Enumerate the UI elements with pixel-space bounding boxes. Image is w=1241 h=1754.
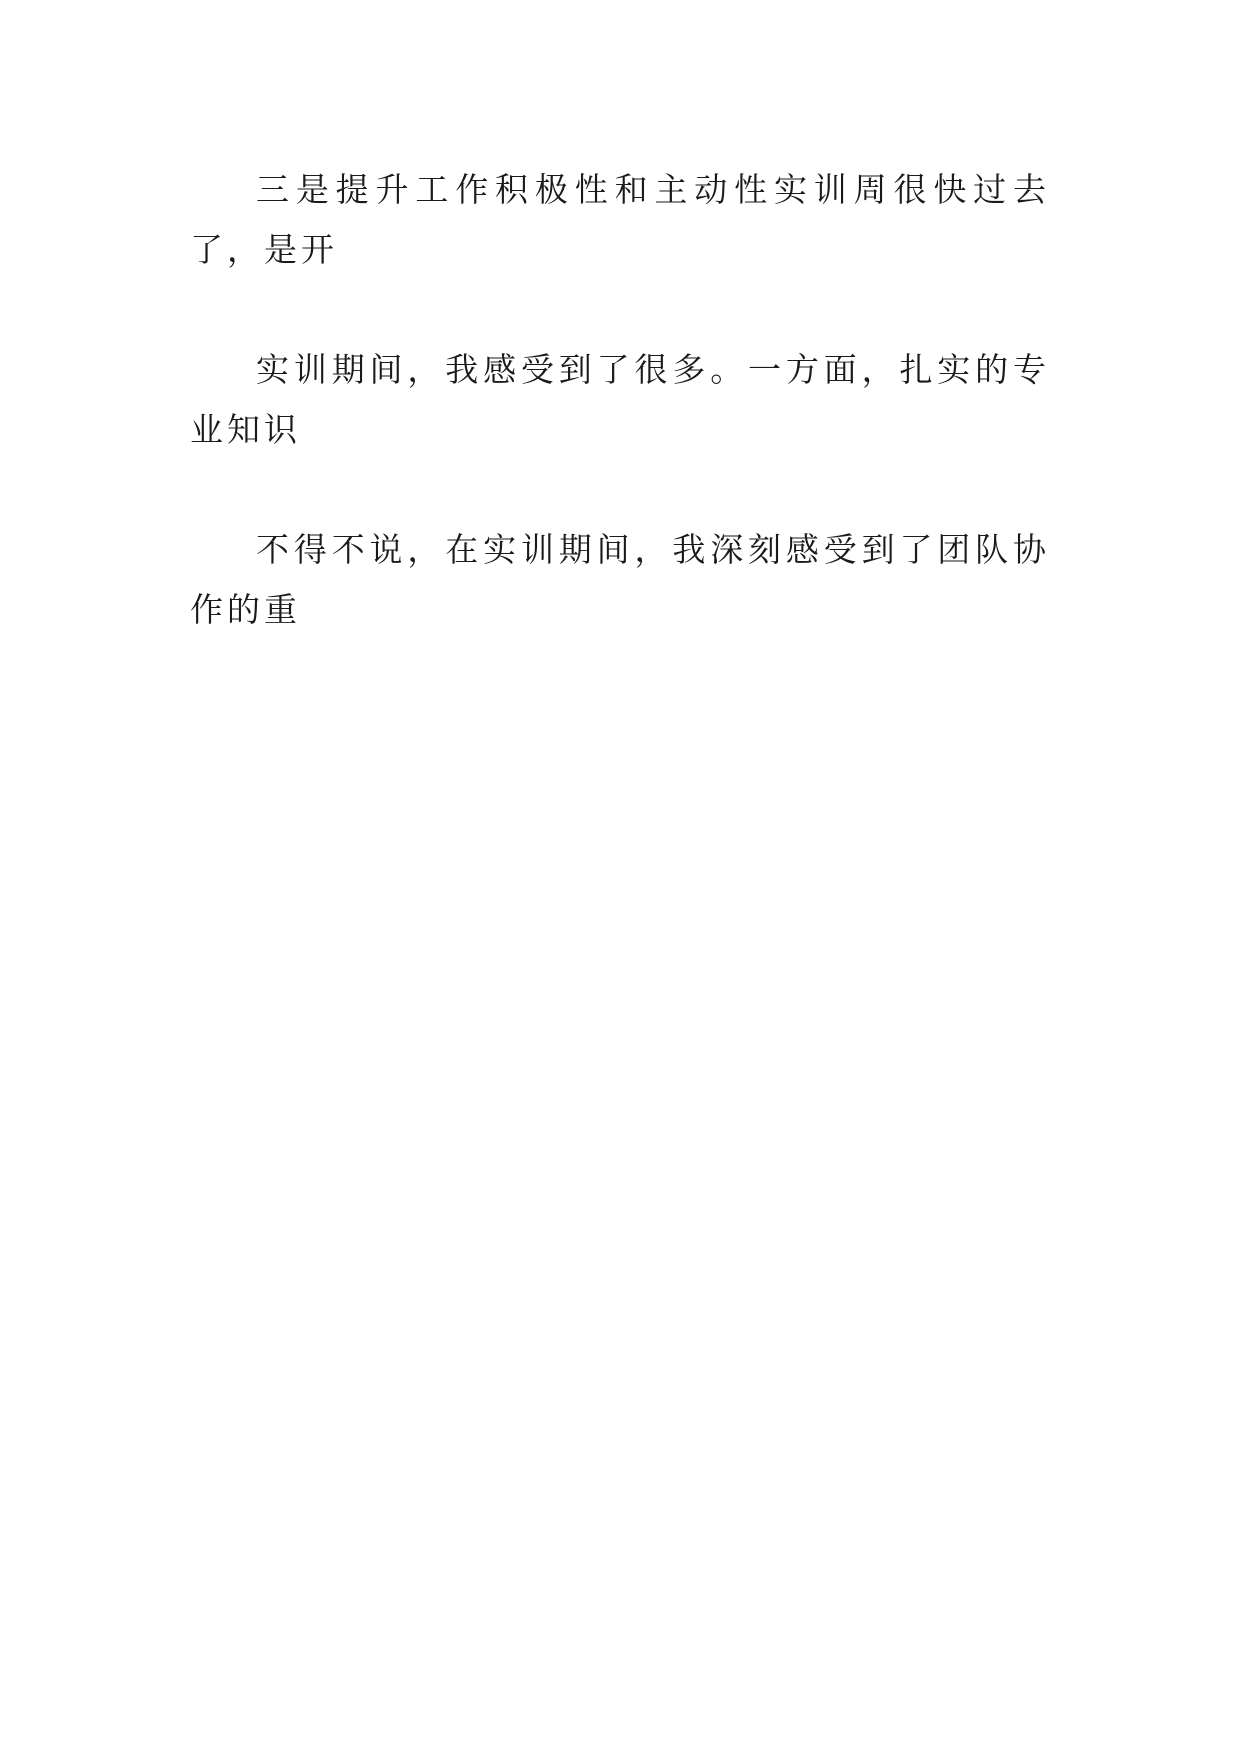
paragraph-3: 不得不说，在实训期间，我深刻感受到了团队协作的重 xyxy=(190,530,1050,629)
paragraph-2: 实训期间，我感受到了很多。一方面，扎实的专业知识 xyxy=(190,350,1050,449)
paragraph-1: 三是提升工作积极性和主动性实训周很快过去了，是开 xyxy=(190,170,1050,269)
body-text xyxy=(190,160,1050,700)
